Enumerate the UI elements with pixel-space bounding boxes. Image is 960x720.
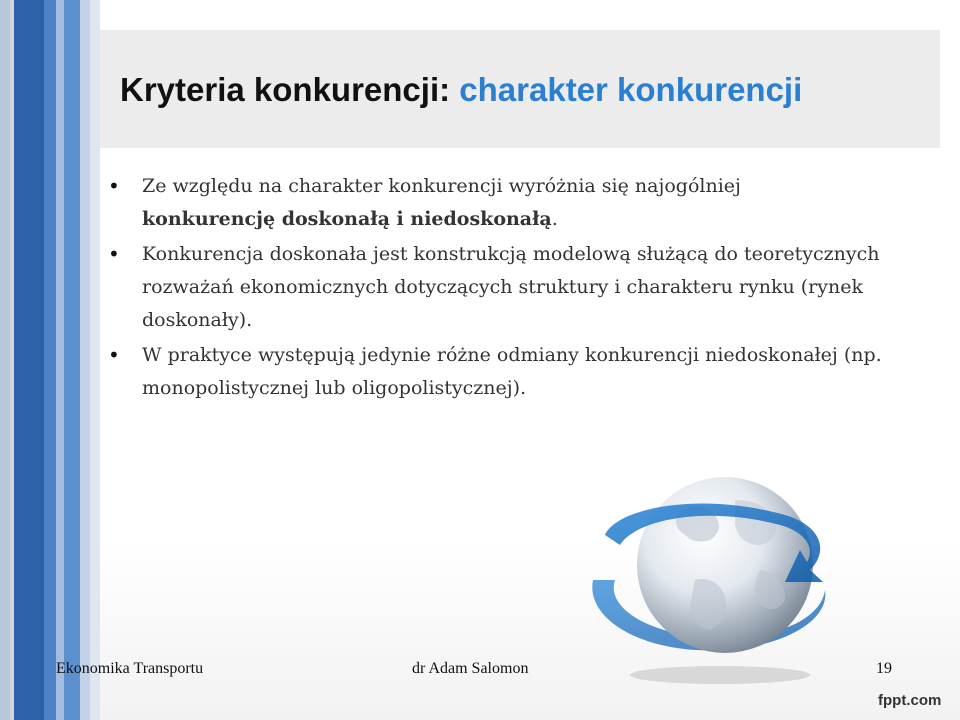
stripe: [64, 0, 80, 720]
page-number: 19: [876, 660, 892, 677]
bullet-item: [108, 339, 908, 405]
bullet-item: [108, 238, 908, 337]
bullet-list: [108, 170, 908, 407]
stripe: [14, 0, 44, 720]
slide-title: [120, 70, 802, 110]
footer-author: dr Adam Salomon: [412, 660, 529, 677]
bullet-text: W praktyce występują jedynie różne odmiany konkurencji niedoskonałej (np. monopolistycznej lub oligopolistycznej).: [142, 344, 882, 399]
stripe: [56, 0, 64, 720]
stripe: [80, 0, 90, 720]
decorative-stripes: [0, 0, 100, 720]
bullet-text-bold: konkurencję doskonałą i niedoskonałą: [142, 208, 552, 230]
bullet-text: Ze względu na charakter konkurencji wyróżnia się najogólniej: [142, 175, 741, 197]
bullet-text-end: .: [551, 208, 558, 230]
bullet-item: [108, 170, 908, 236]
footer-course: Ekonomika Transportu: [56, 660, 204, 677]
bullet-text: Konkurencja doskonała jest konstrukcją modelową służącą do teoretycznych rozważań ekonomicznych dotyczących struktury i charakteru rynku (rynek doskonały).: [142, 243, 880, 331]
stripe: [44, 0, 56, 720]
brand-watermark: fppt.com: [878, 692, 942, 709]
globe-icon: [585, 470, 835, 685]
slide-title-main: Kryteria konkurencji:: [120, 71, 460, 108]
slide-title-accent: charakter konkurencji: [459, 71, 803, 108]
stripe: [0, 0, 10, 720]
stripe: [90, 0, 100, 720]
